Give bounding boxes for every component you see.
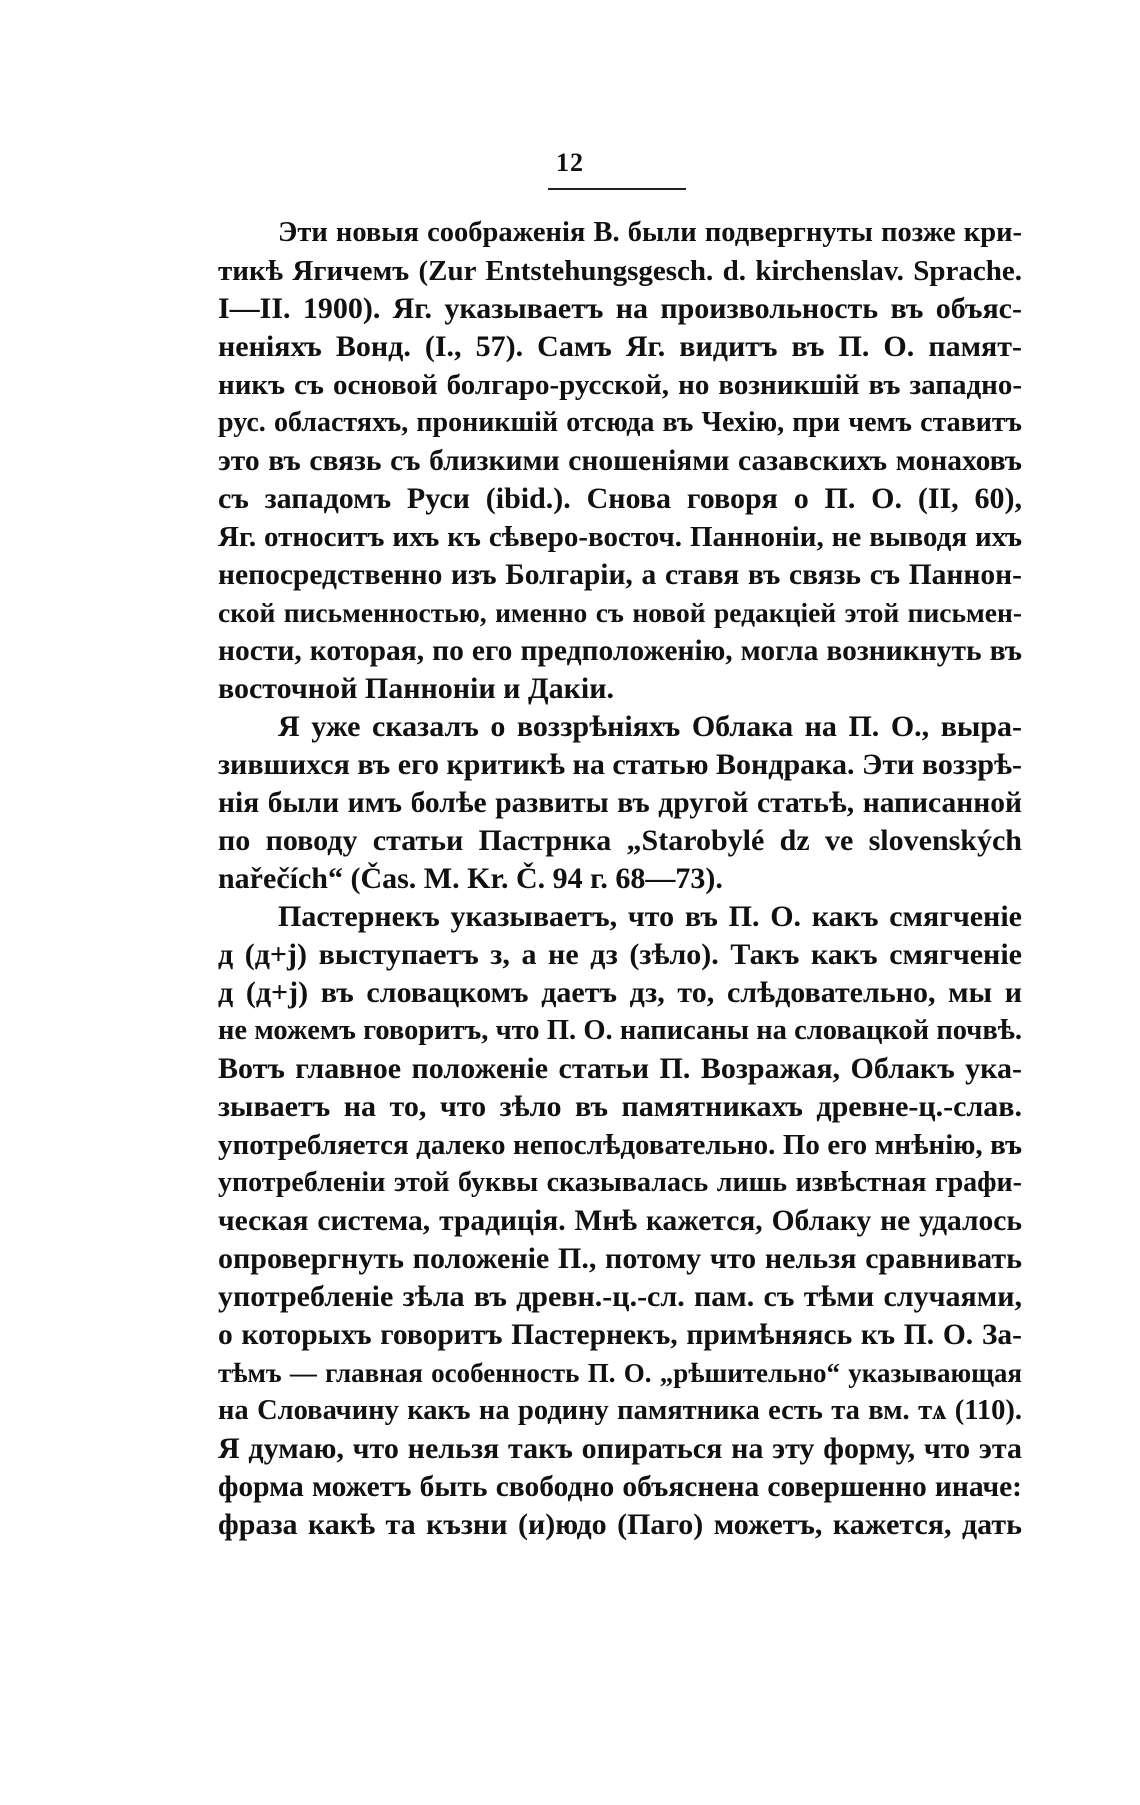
text-line: nařečích“ (Čas. M. Kr. Č. 94 г. 68—73). (218, 862, 723, 895)
text-line: о которыхъ говоритъ Пастернекъ, примѣняясь къ П. О. За- (218, 1319, 1022, 1351)
text-line: д (д+j) выступаетъ з, а не дз (зѣло). Такъ какъ смягченіе (218, 938, 1022, 971)
page-number: 12 (556, 148, 584, 177)
body-text (218, 214, 1022, 1544)
text-line: тѣмъ — главная особенность П. О. „рѣшительно“ указывающая (218, 1358, 1022, 1388)
text-line: по поводу статьи Пастрнка „Starobylé dz ve slovenských (218, 824, 1022, 857)
text-line: опровергнуть положеніе П., потому что нельзя сравнивать (218, 1242, 1022, 1275)
text-line: нія были имъ болѣе развиты въ другой статьѣ, написанной (218, 787, 1022, 819)
text-line: ности, которая, по его предположенію, могла возникнуть въ (218, 635, 1022, 667)
text-line: форма можетъ быть свободно объяснена совершенно иначе: (218, 1471, 1022, 1503)
text-line: ской письменностью, именно съ новой редакціей этой письмен- (218, 597, 1022, 628)
text-line: фраза какѣ та къзни (и)юдо (Паго) можетъ, кажется, дать (218, 1508, 1022, 1541)
text-line: Я уже сказалъ о воззрѣніяхъ Облака на П. О., выра- (278, 710, 1022, 743)
text-line: Я думаю, что нельзя такъ опираться на эту форму, что эта (218, 1432, 1022, 1465)
text-line: рус. областяхъ, проникшій отсюда въ Чехію, при чемъ ставитъ (218, 407, 1022, 438)
text-line: это въ связь съ близкими сношеніями сазавскихъ монаховъ (218, 445, 1022, 477)
text-line: зываетъ на то, что зѣло въ памятникахъ древне-ц.-слав. (218, 1090, 1022, 1123)
text-line: на Словачину какъ на родину памятника есть та вм. тѧ (110). (218, 1395, 1022, 1426)
text-line: не можемъ говоритъ, что П. О. написаны на словацкой почвѣ. (218, 1015, 1022, 1046)
text-line: ческая система, традиція. Мнѣ кажется, Облаку не удалось (218, 1205, 1022, 1237)
text-line: Вотъ главное положеніе статьи П. Возражая, Облакъ ука- (218, 1052, 1022, 1085)
text-line: Эти новыя соображенія В. были подвергнуты позже кри- (278, 217, 1022, 248)
text-line: съ западомъ Руси (ibid.). Снова говоря о П. О. (II, 60), (218, 482, 1022, 515)
text-line: зившихся въ его критикѣ на статью Вондрака. Эти воззрѣ- (218, 748, 1022, 781)
text-line: употребленіе зѣла въ древн.-ц.-сл. пам. съ тѣми случаями, (218, 1280, 1022, 1313)
text-line: I—II. 1900). Яг. указываетъ на произвольность въ объяс- (218, 292, 1022, 325)
page-number-rule (548, 188, 686, 190)
text-line: употребленіи этой буквы сказывалась лишь извѣстная графи- (218, 1167, 1022, 1198)
text-line: никъ съ основой болгаро-русской, но возникшій въ западно- (218, 369, 1022, 401)
text-line: Яг. относитъ ихъ къ сѣверо-восточ. Панноніи, не выводя ихъ (218, 521, 1022, 553)
text-line: употребляется далеко непослѣдовательно. По его мнѣнію, въ (218, 1129, 1022, 1161)
text-line: неніяхъ Вонд. (I., 57). Самъ Яг. видитъ въ П. О. памят- (218, 330, 1022, 363)
text-line: восточной Панноніи и Дакіи. (218, 672, 615, 705)
text-line: д (д+j) въ словацкомъ даетъ дз, то, слѣдовательно, мы и (218, 976, 1022, 1009)
text-line: Пастернекъ указываетъ, что въ П. О. какъ смягченіе (278, 900, 1022, 933)
text-line: тикѣ Ягичемъ (Zur Entstehungsgesch. d. kirchenslav. Sprache. (218, 255, 1022, 287)
text-line: непосредственно изъ Болгаріи, а ставя въ связь съ Паннон- (218, 559, 1022, 591)
